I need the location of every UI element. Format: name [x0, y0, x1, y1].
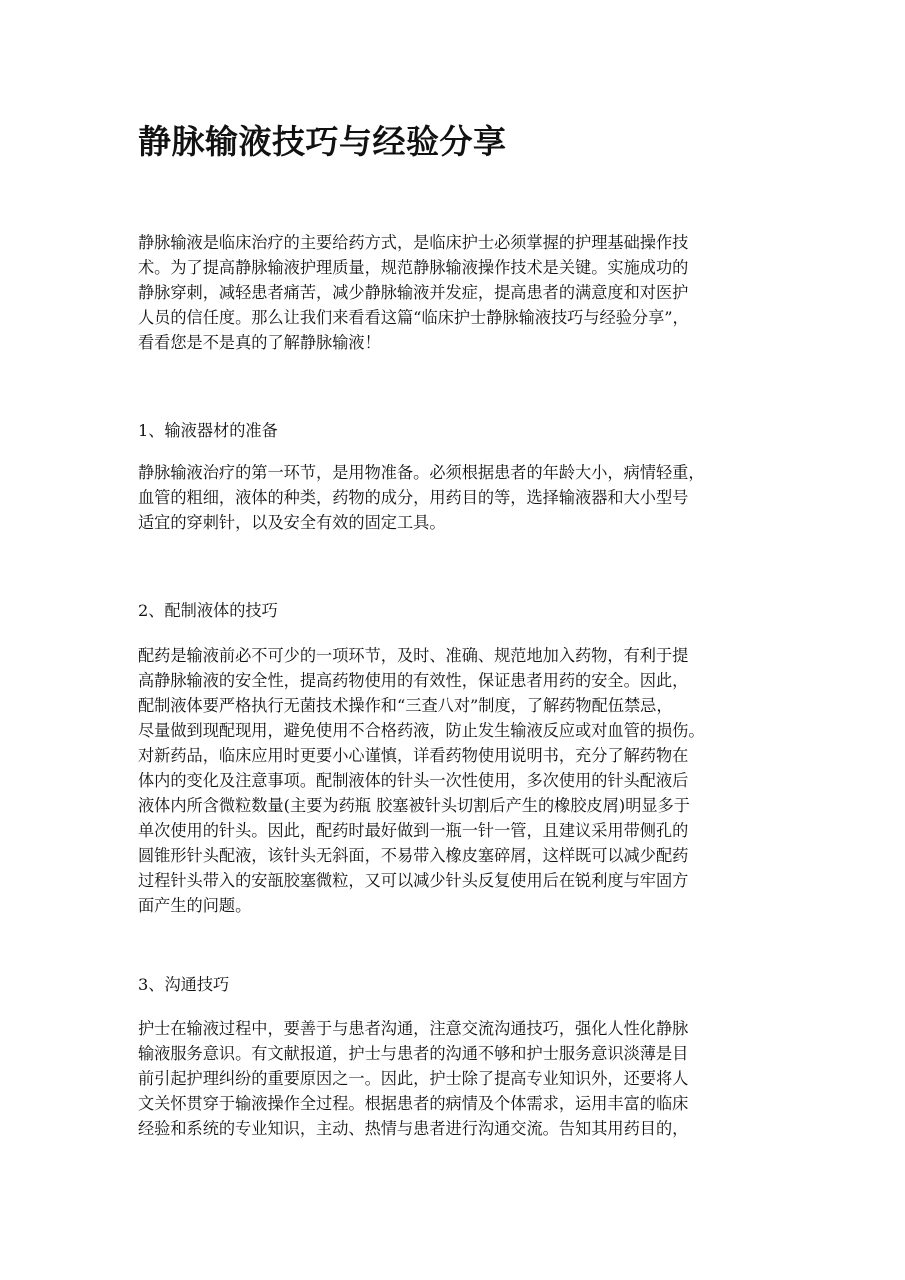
section-heading-mixing: 2、配制液体的技巧: [138, 601, 278, 620]
paragraph-line: 面产生的问题。: [138, 896, 252, 915]
paragraph-line: 文关怀贯穿于输液操作全过程。根据患者的病情及个体需求，运用丰富的临床: [138, 1094, 689, 1113]
paragraph-line: 输液服务意识。有文献报道，护士与患者的沟通不够和护士服务意识淡薄是目: [138, 1044, 689, 1063]
paragraph-line: 配制液体要严格执行无菌技术操作和“三查八对”制度，了解药物配伍禁忌，: [138, 696, 673, 715]
paragraph-line: 高静脉输液的安全性，提高药物使用的有效性，保证患者用药的安全。因此，: [138, 671, 689, 690]
section-paragraph-equipment: [138, 460, 774, 535]
intro-line: 术。为了提高静脉输液护理质量，规范静脉输液操作技术是关键。实施成功的: [138, 258, 689, 277]
paragraph-line: 圆锥形针头配液，该针头无斜面，不易带入橡皮塞碎屑，这样既可以减少配药: [138, 846, 689, 865]
paragraph-line: 液体内所含微粒数量(主要为药瓶 胶塞被针头切割后产生的橡胶皮屑)明显多于: [138, 796, 690, 815]
intro-line: 看看您是不是真的了解静脉输液！: [138, 333, 381, 352]
paragraph-line: 过程针头带入的安瓿胶塞微粒，又可以减少针头反复使用后在锐利度与牢固方: [138, 871, 689, 890]
section-heading-equipment: 1、输液器材的准备: [138, 421, 278, 440]
paragraph-line: 经验和系统的专业知识，主动、热情与患者进行沟通交流。告知其用药目的，: [138, 1119, 689, 1138]
section-heading-communication: 3、沟通技巧: [138, 975, 230, 994]
intro-line: 静脉输液是临床治疗的主要给药方式，是临床护士必须掌握的护理基础操作技: [138, 233, 689, 252]
document-title: 静脉输液技巧与经验分享: [138, 122, 507, 161]
paragraph-line: 体内的变化及注意事项。配制液体的针头一次性使用，多次使用的针头配液后: [138, 771, 689, 790]
paragraph-line: 单次使用的针头。因此，配药时最好做到一瓶一针一管，且建议采用带侧孔的: [138, 821, 689, 840]
paragraph-line: 护士在输液过程中，要善于与患者沟通，注意交流沟通技巧，强化人性化静脉: [138, 1019, 689, 1038]
paragraph-line: 血管的粗细，液体的种类，药物的成分，用药目的等，选择输液器和大小型号: [138, 488, 689, 507]
paragraph-line: 对新药品，临床应用时更要小心谨慎，详看药物使用说明书，充分了解药物在: [138, 746, 689, 765]
section-paragraph-mixing: [138, 643, 774, 918]
intro-line: 人员的信任度。那么让我们来看看这篇“临床护士静脉输液技巧与经验分享”，: [138, 308, 689, 327]
paragraph-line: 前引起护理纠纷的重要原因之一。因此，护士除了提高专业知识外，还要将人: [138, 1069, 689, 1088]
section-paragraph-communication: [138, 1016, 774, 1141]
paragraph-line: 静脉输液治疗的第一环节，是用物准备。必须根据患者的年龄大小，病情轻重，: [138, 463, 705, 482]
intro-paragraph: [138, 230, 774, 355]
paragraph-line: 适宜的穿刺针，以及安全有效的固定工具。: [138, 513, 446, 532]
paragraph-line: 配药是输液前必不可少的一项环节，及时、准确、规范地加入药物，有利于提: [138, 646, 689, 665]
intro-line: 静脉穿刺，减轻患者痛苦，减少静脉输液并发症，提高患者的满意度和对医护: [138, 283, 689, 302]
paragraph-line: 尽量做到现配现用，避免使用不合格药液，防止发生输液反应或对血管的损伤。: [138, 721, 705, 740]
